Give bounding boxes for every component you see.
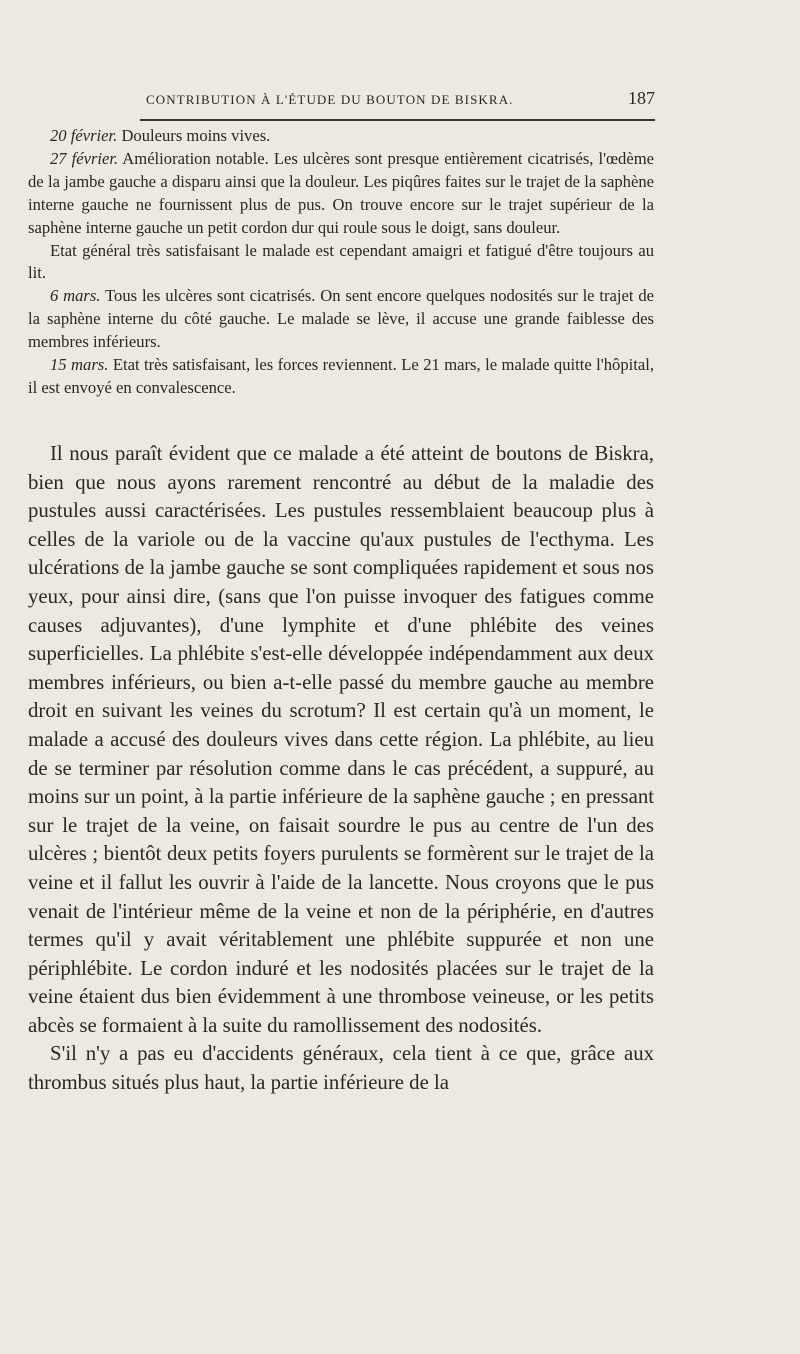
body-paragraph: Il nous paraît évident que ce malade a été atteint de boutons de Biskra, bien que nous ayons rarement rencontré au début de la maladie des pustules aussi caractérisées. Les pustules ressemblaient beaucoup plus à celles de la variole ou de la vaccine qu'aux pustules de l'ecthyma. Les ulcérations de la jambe gauche se sont compliquées rapidement et sous nos yeux, pour ainsi dire, (sans que l'on puisse invoquer des fatigues comme causes adjuvantes), d'une lymphite et d'une phlébite des veines superficielles. La phlébite s'est-elle développée indépendamment aux deux membres inférieurs, ou bien a-t-elle passé du membre gauche au membre droit en suivant les veines du scrotum? Il est certain qu'à un moment, le malade a accusé des douleurs vives dans cette région. La phlébite, au lieu de se terminer par résolution comme dans le cas précédent, a suppuré, au moins sur un point, à la partie inférieure de la saphène gauche ; en pressant sur le trajet de la veine, on faisait sourdre le pus au centre de l'un des ulcères ; bientôt deux petits foyers purulents se formèrent sur le trajet de la veine et il fallut les ouvrir à l'aide de la lancette. Nous croyons que le pus venait de l'intérieur même de la veine et non de la périphérie, en d'autres termes qu'il y avait véritablement une phlébite suppurée et non une périphlébite. Le cordon induré et les nodosités placées sur le trajet de la veine étaient dus bien évidemment à une thrombose veineuse, or les petits abcès se formaient à la suite du ramollissement des nodosités. <box>28 442 654 1037</box>
case-entry <box>28 148 654 240</box>
entry-text: Tous les ulcères sont cicatrisés. On sent encore quelques nodosités sur le trajet de la saphène interne du côté gauche. Le malade se lève, il accuse une grande faiblesse des membres inférieurs. <box>28 286 654 352</box>
entry-date: 6 mars. <box>50 286 101 306</box>
case-entry <box>28 240 654 286</box>
case-notes <box>28 125 654 400</box>
case-entry <box>28 125 654 148</box>
running-head <box>140 88 655 112</box>
page-number: 187 <box>628 88 655 108</box>
entry-date: 15 mars. <box>50 355 109 375</box>
body-paragraph: S'il n'y a pas eu d'accidents généraux, cela tient à ce que, grâce aux thrombus situés plus haut, la partie inférieure de la <box>28 1042 654 1095</box>
entry-date: 20 février. <box>50 126 118 145</box>
entry-text: Amélioration notable. Les ulcères sont presque entièrement cicatrisés, l'œdème de la jambe gauche a disparu ainsi que la douleur. Les piqûres faites sur le trajet de la saphène interne gauche ne fournissent plus de pus. On trouve encore sur le trajet supérieur de la saphène interne gauche un petit cordon dur qui roule sous le doigt, sans douleur. <box>28 148 654 237</box>
entry-date: 27 février. <box>50 148 119 168</box>
entry-text: Etat général très satisfaisant le malade est cependant amaigri et fatigué d'être toujours au lit. <box>28 240 654 283</box>
running-title: CONTRIBUTION À L'ÉTUDE DU BOUTON DE BISKRA. <box>146 92 514 107</box>
case-entry <box>28 354 654 400</box>
header-rule <box>140 119 655 121</box>
entry-text: Etat très satisfaisant, les forces reviennent. Le 21 mars, le malade quitte l'hôpital, il est envoyé en convalescence. <box>28 355 654 397</box>
case-entry <box>28 285 654 354</box>
entry-text: Douleurs moins vives. <box>121 126 271 145</box>
discussion <box>28 440 654 1098</box>
